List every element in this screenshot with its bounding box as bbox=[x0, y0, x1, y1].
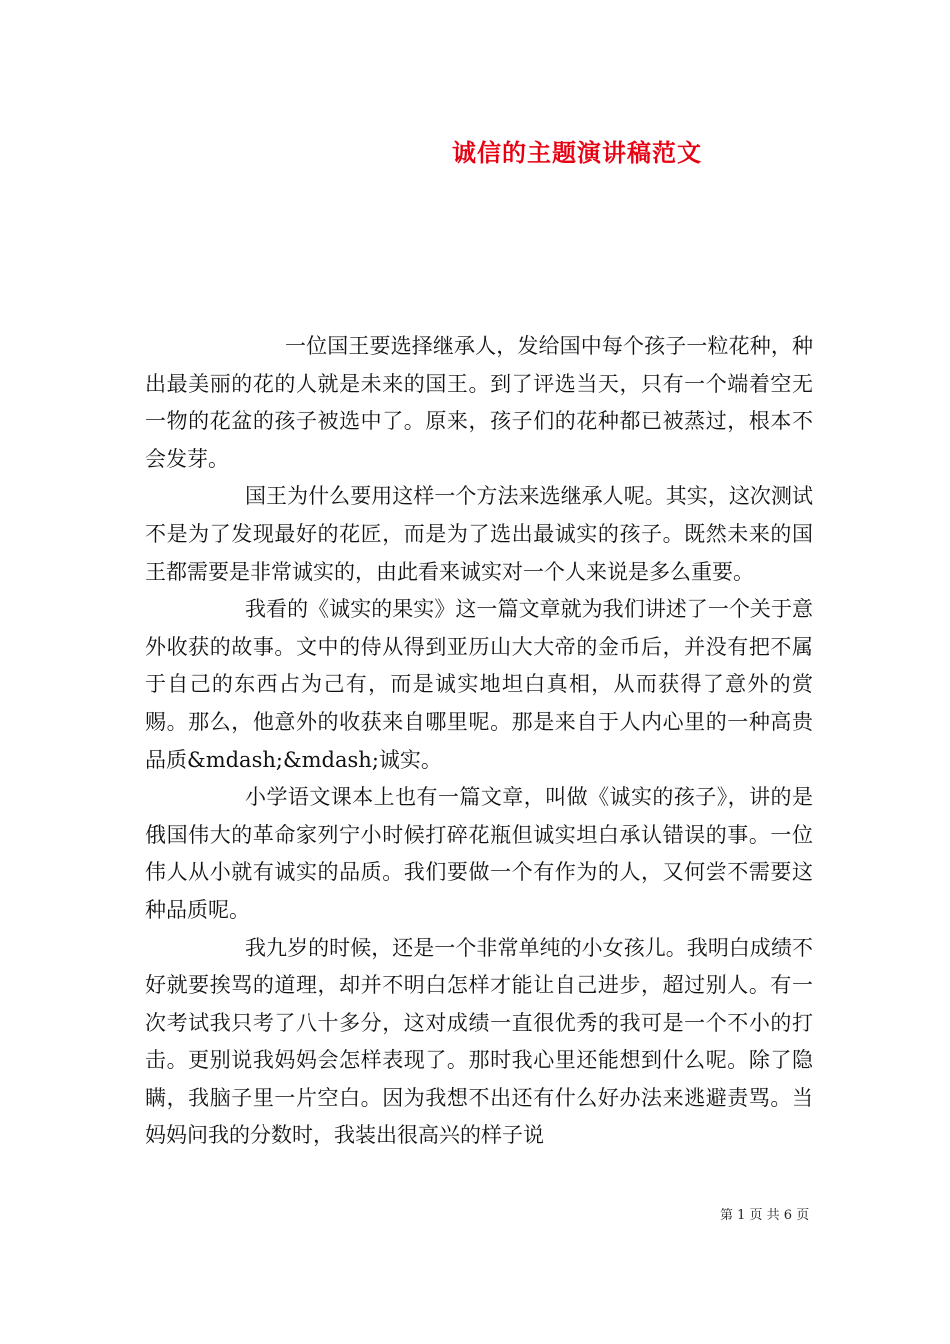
document-body bbox=[145, 328, 813, 1155]
paragraph-2: 国王为什么要用这样一个方法来选继承人呢。其实，这次测试不是为了发现最好的花匠，而是为了选出最诚实的孩子。既然未来的国王都需要是非常诚实的，由此看来诚实对一个人来说是多么重要。 bbox=[145, 484, 813, 584]
paragraph-1: 一位国王要选择继承人，发给国中每个孩子一粒花种，种出最美丽的花的人就是未来的国王。到了评选当天，只有一个端着空无一物的花盆的孩子被选中了。原来，孩子们的花种都已被蒸过，根本不会发芽。 bbox=[145, 334, 813, 471]
page-number-footer: 第 1 页 共 6 页 bbox=[720, 1208, 810, 1223]
paragraph-3: 我看的《诚实的果实》这一篇文章就为我们讲述了一个关于意外收获的故事。文中的侍从得到亚历山大大帝的金币后，并没有把不属于自己的东西占为己有，而是诚实地坦白真相，从而获得了意外的赏赐。那么，他意外的收获来自哪里呢。那是来自于人内心里的一种高贵品质&mdash;&mdash;诚实。 bbox=[145, 597, 813, 772]
paragraph-5: 我九岁的时候，还是一个非常单纯的小女孩儿。我明白成绩不好就要挨骂的道理，却并不明白怎样才能让自己进步，超过别人。有一次考试我只考了八十多分，这对成绩一直很优秀的我可是一个不小的打击。更别说我妈妈会怎样表现了。那时我心里还能想到什么呢。除了隐瞒，我脑子里一片空白。因为我想不出还有什么好办法来逃避责骂。当妈妈问我的分数时，我装出很高兴的样子说 bbox=[145, 935, 813, 1148]
paragraph-4: 小学语文课本上也有一篇文章，叫做《诚实的孩子》，讲的是俄国伟大的革命家列宁小时候打碎花瓶但诚实坦白承认错误的事。一位伟人从小就有诚实的品质。我们要做一个有作为的人，又何尝不需要这种品质呢。 bbox=[145, 785, 813, 922]
document-title: 诚信的主题演讲稿范文 bbox=[452, 138, 702, 167]
